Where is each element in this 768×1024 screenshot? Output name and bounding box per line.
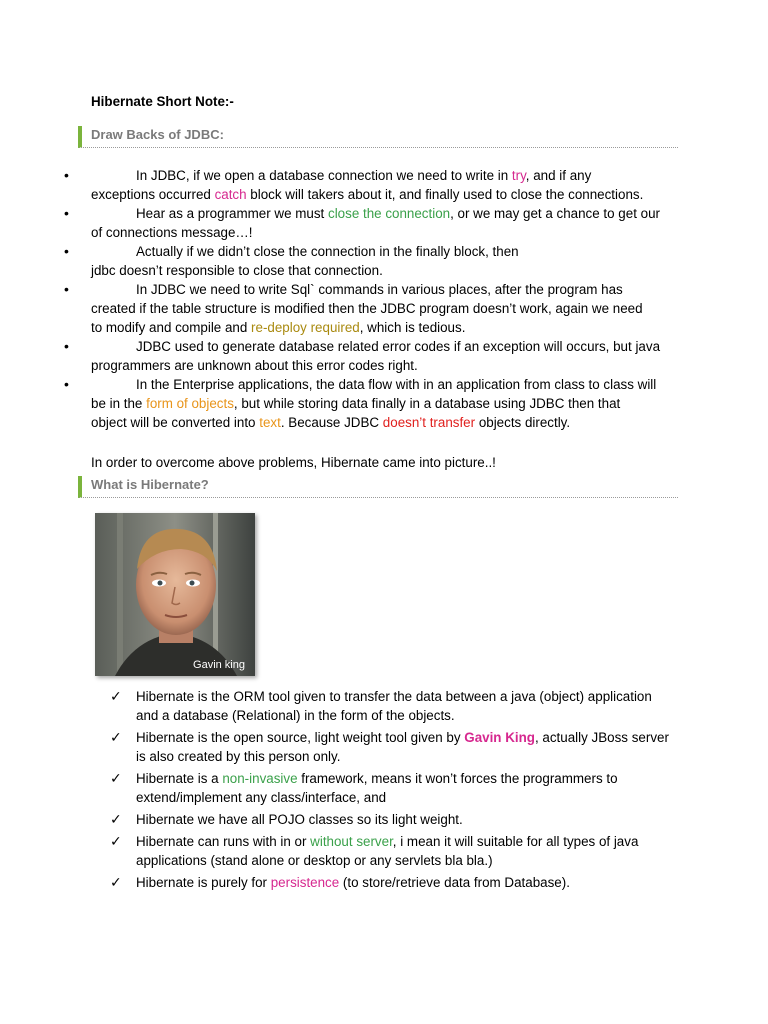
portrait-image [95, 513, 255, 676]
text-line [91, 356, 679, 375]
text-line [91, 166, 679, 185]
text-run: , or we may get a chance to get our [450, 206, 660, 221]
feature-list-item [0, 832, 681, 870]
highlighted-text: text [259, 415, 281, 430]
text-line [91, 261, 679, 280]
text-line [136, 832, 681, 851]
text-run: , and if any [525, 168, 592, 183]
text-line [91, 280, 679, 299]
text-run: of connections message…! [91, 225, 253, 240]
text-line [136, 687, 681, 706]
highlighted-text: non-invasive [222, 771, 298, 786]
highlighted-text: without server [310, 834, 393, 849]
text-line [91, 375, 679, 394]
feature-list-item [0, 873, 681, 892]
drawbacks-list [0, 166, 768, 432]
checkmark-icon: ✓ [110, 811, 122, 827]
text-run: created if the table structure is modified then the JDBC program doesn’t work, again we need [91, 301, 643, 316]
gavin-king-photo [95, 513, 255, 676]
text-run: Hibernate is the ORM tool given to transfer the data between a java (object) application [136, 689, 652, 704]
text-run: block will takers about it, and finally used to close the connections. [246, 187, 644, 202]
text-line [136, 706, 681, 725]
text-run: Hibernate is the open source, light weight tool given by [136, 730, 465, 745]
text-line [91, 318, 679, 337]
text-run: applications (stand alone or desktop or any servlets bla bla.) [136, 853, 493, 868]
text-run: Hibernate can runs with in or [136, 834, 311, 849]
photo-caption: Gavin king [193, 659, 245, 671]
text-run: Hibernate we have all POJO classes so its light weight. [136, 812, 463, 827]
text-run: Hear as a programmer we must [136, 206, 328, 221]
text-run: extend/implement any class/interface, and [136, 790, 387, 805]
section-heading-drawbacks-text: Draw Backs of JDBC: [91, 127, 224, 142]
text-run: programmers are unknown about this error codes right. [91, 358, 418, 373]
drawback-list-item [0, 166, 679, 204]
highlighted-text: catch [214, 187, 247, 202]
text-run: framework, means it won’t forces the programmers to [297, 771, 618, 786]
text-run: In JDBC, if we open a database connection we need to write in [136, 168, 512, 183]
bullet-icon: • [64, 167, 69, 183]
bullet-icon: • [64, 243, 69, 259]
feature-list-item [0, 728, 681, 766]
text-line [136, 873, 681, 892]
checkmark-icon: ✓ [110, 770, 122, 786]
bullet-icon: • [64, 281, 69, 297]
highlighted-text: form of objects [146, 396, 234, 411]
section-heading-what-is-hibernate-text: What is Hibernate? [91, 477, 209, 492]
text-run: , but while storing data finally in a database using JDBC then that [233, 396, 621, 411]
highlighted-text: doesn’t transfer [382, 415, 476, 430]
document-title: Hibernate Short Note:- [91, 94, 234, 109]
highlighted-text: re-deploy required [251, 320, 360, 335]
highlighted-text: persistence [270, 875, 340, 890]
text-line [136, 851, 681, 870]
checkmark-icon: ✓ [110, 729, 122, 745]
text-run: , which is tedious. [359, 320, 466, 335]
text-run: objects directly. [475, 415, 571, 430]
text-line [136, 728, 681, 747]
text-run: Actually if we didn’t close the connection in the finally block, then [136, 244, 519, 259]
text-run: exceptions occurred [91, 187, 215, 202]
text-run: jdbc doesn’t responsible to close that connection. [91, 263, 383, 278]
text-line [136, 810, 681, 829]
text-line [91, 204, 679, 223]
text-line [91, 299, 679, 318]
feature-list-item [0, 810, 681, 829]
checkmark-icon: ✓ [110, 688, 122, 704]
text-line [91, 394, 679, 413]
section-heading-drawbacks [78, 126, 678, 148]
text-run: , actually JBoss server [534, 730, 669, 745]
text-run: In JDBC we need to write Sql` commands in various places, after the program has [136, 282, 623, 297]
highlighted-text: try [511, 168, 526, 183]
text-line [136, 788, 681, 807]
section-heading-what-is-hibernate [78, 476, 678, 498]
text-run: (to store/retrieve data from Database). [339, 875, 570, 890]
text-run: to modify and compile and [91, 320, 252, 335]
text-run: is also created by this person only. [136, 749, 341, 764]
drawback-list-item [0, 204, 679, 242]
highlighted-text: Gavin King [464, 730, 535, 745]
text-line [136, 769, 681, 788]
feature-list-item [0, 687, 681, 725]
drawback-list-item [0, 280, 679, 337]
bullet-icon: • [64, 205, 69, 221]
text-run: In the Enterprise applications, the data flow with in an application from class to class will [136, 377, 657, 392]
bullet-icon: • [64, 338, 69, 354]
drawback-list-item [0, 337, 679, 375]
text-run: Hibernate is purely for [136, 875, 271, 890]
drawback-list-item [0, 242, 679, 280]
text-line [91, 185, 679, 204]
text-line [91, 413, 679, 432]
text-run: JDBC used to generate database related error codes if an exception will occurs, but java [136, 339, 661, 354]
text-line [91, 223, 679, 242]
text-run: Hibernate is a [136, 771, 223, 786]
bullet-icon: • [64, 376, 69, 392]
text-run: and a database (Relational) in the form of the objects. [136, 708, 455, 723]
drawback-list-item [0, 375, 679, 432]
text-run: be in the [91, 396, 147, 411]
text-run: . Because JDBC [280, 415, 383, 430]
feature-list-item [0, 769, 681, 807]
features-list [0, 687, 768, 895]
text-run: object will be converted into [91, 415, 260, 430]
checkmark-icon: ✓ [110, 833, 122, 849]
highlighted-text: close the connection [328, 206, 451, 221]
text-line [136, 747, 681, 766]
conclusion-text: In order to overcome above problems, Hibernate came into picture..! [91, 455, 496, 470]
text-run: , i mean it will suitable for all types of java [392, 834, 639, 849]
text-line [91, 337, 679, 356]
checkmark-icon: ✓ [110, 874, 122, 890]
text-line [91, 242, 679, 261]
